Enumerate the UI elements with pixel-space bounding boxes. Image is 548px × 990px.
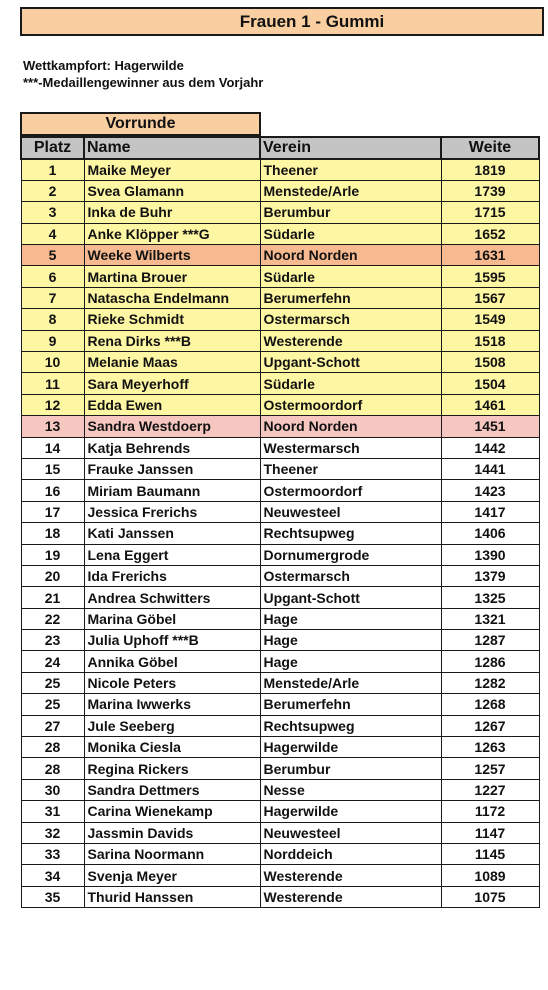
name-cell: Edda Ewen: [84, 394, 260, 415]
weite-cell: 1508: [441, 352, 539, 373]
verein-cell: Norddeich: [260, 844, 441, 865]
column-header-verein: Verein: [260, 137, 441, 159]
platz-cell: 9: [21, 330, 84, 351]
table-row: [21, 202, 539, 223]
table-row: [21, 758, 539, 779]
table-row: [21, 523, 539, 544]
table-row: [21, 844, 539, 865]
verein-cell: Ostermarsch: [260, 565, 441, 586]
table-row: [21, 737, 539, 758]
verein-cell: Westerende: [260, 330, 441, 351]
results-body: [21, 159, 539, 908]
weite-cell: 1267: [441, 715, 539, 736]
platz-cell: 8: [21, 309, 84, 330]
name-cell: Julia Uphoff ***B: [84, 630, 260, 651]
table-row: [21, 608, 539, 629]
verein-cell: Berumbur: [260, 758, 441, 779]
table-row: [21, 223, 539, 244]
table-row: [21, 245, 539, 266]
weite-cell: 1631: [441, 245, 539, 266]
weite-cell: 1451: [441, 416, 539, 437]
weite-cell: 1390: [441, 544, 539, 565]
verein-cell: Hagerwilde: [260, 801, 441, 822]
table-row: [21, 416, 539, 437]
name-cell: Martina Brouer: [84, 266, 260, 287]
column-header-platz: Platz: [21, 137, 84, 159]
table-row: [21, 309, 539, 330]
name-cell: Kati Janssen: [84, 523, 260, 544]
weite-cell: 1461: [441, 394, 539, 415]
name-cell: Anke Klöpper ***G: [84, 223, 260, 244]
name-cell: Marina Iwwerks: [84, 694, 260, 715]
platz-cell: 2: [21, 180, 84, 201]
platz-cell: 19: [21, 544, 84, 565]
weite-cell: 1549: [441, 309, 539, 330]
table-header-row: [21, 137, 539, 159]
platz-cell: 30: [21, 779, 84, 800]
verein-cell: Südarle: [260, 373, 441, 394]
platz-cell: 35: [21, 886, 84, 907]
verein-cell: Noord Norden: [260, 416, 441, 437]
weite-cell: 1417: [441, 501, 539, 522]
verein-cell: Theener: [260, 458, 441, 479]
name-cell: Monika Ciesla: [84, 737, 260, 758]
name-cell: Sarina Noormann: [84, 844, 260, 865]
verein-cell: Nesse: [260, 779, 441, 800]
verein-cell: Berumerfehn: [260, 694, 441, 715]
verein-cell: Upgant-Schott: [260, 352, 441, 373]
platz-cell: 28: [21, 737, 84, 758]
name-cell: Miriam Baumann: [84, 480, 260, 501]
weite-cell: 1321: [441, 608, 539, 629]
verein-cell: Hagerwilde: [260, 737, 441, 758]
platz-cell: 23: [21, 630, 84, 651]
name-cell: Thurid Hanssen: [84, 886, 260, 907]
name-cell: Marina Göbel: [84, 608, 260, 629]
verein-cell: Südarle: [260, 266, 441, 287]
weite-cell: 1652: [441, 223, 539, 244]
weite-cell: 1595: [441, 266, 539, 287]
verein-cell: Rechtsupweg: [260, 715, 441, 736]
platz-cell: 3: [21, 202, 84, 223]
platz-cell: 28: [21, 758, 84, 779]
name-cell: Jule Seeberg: [84, 715, 260, 736]
verein-cell: Westermarsch: [260, 437, 441, 458]
sheet-title: Frauen 1 - Gummi: [239, 11, 385, 31]
platz-cell: 7: [21, 287, 84, 308]
weite-cell: 1282: [441, 672, 539, 693]
venue-line: Wettkampfort: Hagerwilde: [23, 58, 184, 73]
weite-cell: 1172: [441, 801, 539, 822]
name-cell: Inka de Buhr: [84, 202, 260, 223]
weite-cell: 1819: [441, 159, 539, 180]
platz-cell: 4: [21, 223, 84, 244]
platz-cell: 22: [21, 608, 84, 629]
table-row: [21, 865, 539, 886]
weite-cell: 1147: [441, 822, 539, 843]
verein-cell: Hage: [260, 630, 441, 651]
medal-note-line: ***-Medaillengewinner aus dem Vorjahr: [23, 75, 264, 90]
table-row: [21, 651, 539, 672]
platz-cell: 25: [21, 672, 84, 693]
table-row: [21, 437, 539, 458]
weite-cell: 1287: [441, 630, 539, 651]
name-cell: Svenja Meyer: [84, 865, 260, 886]
name-cell: Maike Meyer: [84, 159, 260, 180]
table-row: [21, 715, 539, 736]
name-cell: Regina Rickers: [84, 758, 260, 779]
weite-cell: 1227: [441, 779, 539, 800]
weite-cell: 1286: [441, 651, 539, 672]
table-row: [21, 180, 539, 201]
platz-cell: 10: [21, 352, 84, 373]
weite-cell: 1263: [441, 737, 539, 758]
weite-cell: 1739: [441, 180, 539, 201]
weite-cell: 1089: [441, 865, 539, 886]
platz-cell: 20: [21, 565, 84, 586]
name-cell: Natascha Endelmann: [84, 287, 260, 308]
column-header-weite: Weite: [441, 137, 539, 159]
name-cell: Lena Eggert: [84, 544, 260, 565]
verein-cell: Dornumergrode: [260, 544, 441, 565]
name-cell: Rieke Schmidt: [84, 309, 260, 330]
platz-cell: 6: [21, 266, 84, 287]
verein-cell: Menstede/Arle: [260, 672, 441, 693]
platz-cell: 14: [21, 437, 84, 458]
platz-cell: 33: [21, 844, 84, 865]
weite-cell: 1268: [441, 694, 539, 715]
platz-cell: 5: [21, 245, 84, 266]
platz-cell: 34: [21, 865, 84, 886]
verein-cell: Hage: [260, 651, 441, 672]
name-cell: Weeke Wilberts: [84, 245, 260, 266]
verein-cell: Theener: [260, 159, 441, 180]
name-cell: Sandra Dettmers: [84, 779, 260, 800]
weite-cell: 1442: [441, 437, 539, 458]
verein-cell: Berumerfehn: [260, 287, 441, 308]
sheet-title-bar: [20, 7, 544, 36]
name-cell: Jassmin Davids: [84, 822, 260, 843]
column-header-name: Name: [84, 137, 260, 159]
name-cell: Annika Göbel: [84, 651, 260, 672]
name-cell: Andrea Schwitters: [84, 587, 260, 608]
verein-cell: Rechtsupweg: [260, 523, 441, 544]
platz-cell: 12: [21, 394, 84, 415]
weite-cell: 1567: [441, 287, 539, 308]
weite-cell: 1325: [441, 587, 539, 608]
platz-cell: 17: [21, 501, 84, 522]
name-cell: Sandra Westdoerp: [84, 416, 260, 437]
name-cell: Melanie Maas: [84, 352, 260, 373]
table-row: [21, 373, 539, 394]
platz-cell: 31: [21, 801, 84, 822]
platz-cell: 32: [21, 822, 84, 843]
platz-cell: 11: [21, 373, 84, 394]
weite-cell: 1715: [441, 202, 539, 223]
round-label: Vorrunde: [20, 112, 261, 136]
weite-cell: 1379: [441, 565, 539, 586]
table-row: [21, 587, 539, 608]
verein-cell: Ostermarsch: [260, 309, 441, 330]
table-row: [21, 159, 539, 180]
name-cell: Nicole Peters: [84, 672, 260, 693]
table-row: [21, 480, 539, 501]
verein-cell: Hage: [260, 608, 441, 629]
weite-cell: 1441: [441, 458, 539, 479]
table-row: [21, 266, 539, 287]
verein-cell: Upgant-Schott: [260, 587, 441, 608]
name-cell: Rena Dirks ***B: [84, 330, 260, 351]
platz-cell: 21: [21, 587, 84, 608]
table-row: [21, 779, 539, 800]
weite-cell: 1257: [441, 758, 539, 779]
platz-cell: 1: [21, 159, 84, 180]
platz-cell: 16: [21, 480, 84, 501]
table-row: [21, 565, 539, 586]
verein-cell: Noord Norden: [260, 245, 441, 266]
weite-cell: 1518: [441, 330, 539, 351]
results-table: [20, 136, 540, 908]
verein-cell: Westerende: [260, 886, 441, 907]
verein-cell: Ostermoordorf: [260, 394, 441, 415]
table-row: [21, 672, 539, 693]
verein-cell: Ostermoordorf: [260, 480, 441, 501]
platz-cell: 27: [21, 715, 84, 736]
verein-cell: Neuwesteel: [260, 822, 441, 843]
table-row: [21, 287, 539, 308]
name-cell: Svea Glamann: [84, 180, 260, 201]
platz-cell: 15: [21, 458, 84, 479]
table-row: [21, 886, 539, 907]
table-row: [21, 801, 539, 822]
table-row: [21, 352, 539, 373]
table-row: [21, 630, 539, 651]
weite-cell: 1504: [441, 373, 539, 394]
weite-cell: 1406: [441, 523, 539, 544]
table-row: [21, 822, 539, 843]
table-row: [21, 501, 539, 522]
verein-cell: Westerende: [260, 865, 441, 886]
table-row: [21, 394, 539, 415]
name-cell: Ida Frerichs: [84, 565, 260, 586]
verein-cell: Menstede/Arle: [260, 180, 441, 201]
platz-cell: 25: [21, 694, 84, 715]
table-row: [21, 544, 539, 565]
weite-cell: 1423: [441, 480, 539, 501]
name-cell: Jessica Frerichs: [84, 501, 260, 522]
verein-cell: Berumbur: [260, 202, 441, 223]
platz-cell: 24: [21, 651, 84, 672]
table-row: [21, 694, 539, 715]
table-row: [21, 330, 539, 351]
weite-cell: 1145: [441, 844, 539, 865]
verein-cell: Neuwesteel: [260, 501, 441, 522]
name-cell: Katja Behrends: [84, 437, 260, 458]
name-cell: Sara Meyerhoff: [84, 373, 260, 394]
verein-cell: Südarle: [260, 223, 441, 244]
platz-cell: 18: [21, 523, 84, 544]
table-row: [21, 458, 539, 479]
name-cell: Carina Wienekamp: [84, 801, 260, 822]
name-cell: Frauke Janssen: [84, 458, 260, 479]
weite-cell: 1075: [441, 886, 539, 907]
platz-cell: 13: [21, 416, 84, 437]
